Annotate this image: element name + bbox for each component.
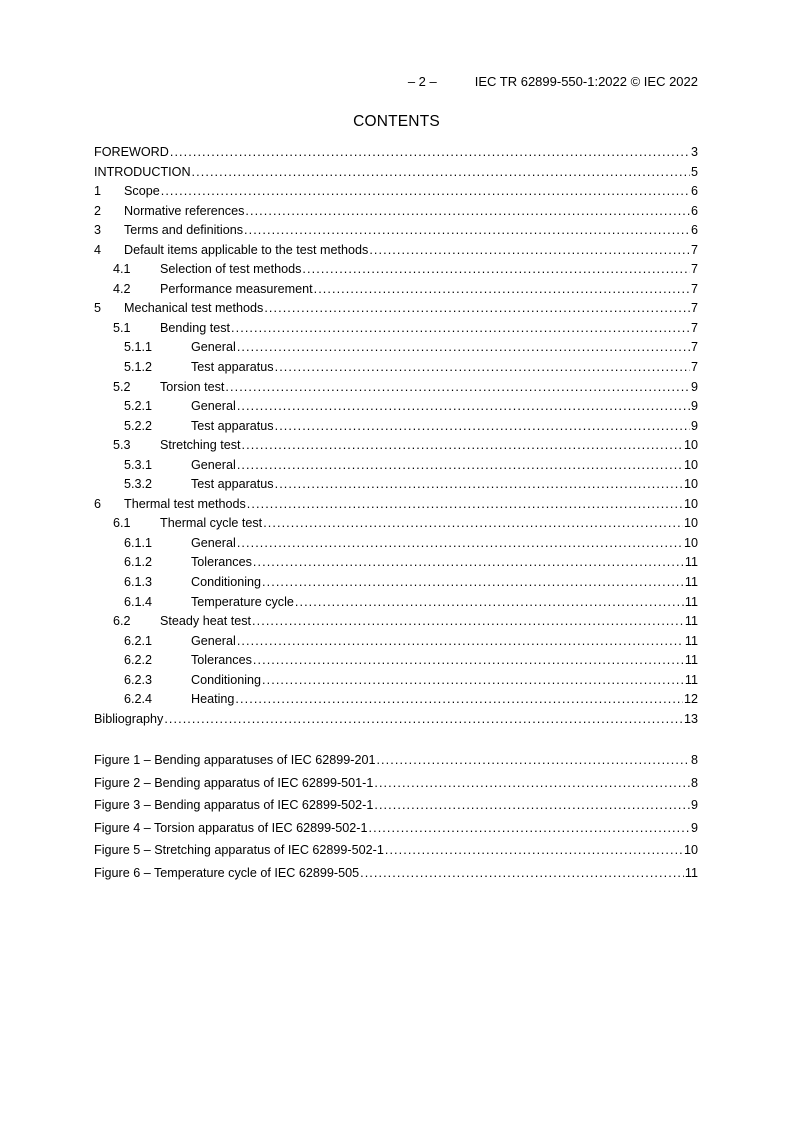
dot-leader <box>237 397 690 417</box>
toc-entry-line <box>94 772 698 795</box>
toc-entry-line <box>94 338 698 358</box>
dot-leader <box>374 794 690 817</box>
toc-entry-page: 10 <box>683 456 698 476</box>
toc-entry-label: General <box>191 397 237 417</box>
dot-leader <box>237 534 683 554</box>
dot-leader <box>275 417 690 437</box>
toc-entry-label: Mechanical test methods <box>124 299 264 319</box>
toc-entry[interactable] <box>94 495 698 515</box>
toc-entry-line <box>94 573 698 593</box>
toc-entry[interactable] <box>94 241 698 261</box>
toc-entry-line <box>94 221 698 241</box>
toc-entry[interactable] <box>94 534 698 554</box>
toc-entry-label: General <box>191 456 237 476</box>
toc-entry[interactable] <box>94 593 698 613</box>
dot-leader <box>374 772 690 795</box>
toc-entry-label: Conditioning <box>191 671 262 691</box>
dot-leader <box>161 182 690 202</box>
toc-entry-page: 7 <box>690 338 698 358</box>
toc-entry-line <box>94 749 698 772</box>
toc-entry-label: Test apparatus <box>191 475 275 495</box>
toc-entry-page: 7 <box>690 241 698 261</box>
toc-entry-label: Tolerances <box>191 553 253 573</box>
toc-entry-number: 5.3.2 <box>124 477 153 492</box>
toc-entry-page: 10 <box>683 514 698 534</box>
figure-list-item[interactable] <box>94 772 698 795</box>
toc-entry-line <box>94 862 698 885</box>
toc-entry[interactable] <box>94 514 698 534</box>
toc-entry-label: Torsion test <box>160 378 225 398</box>
dot-leader <box>252 612 684 632</box>
toc-entry-page: 6 <box>690 182 698 202</box>
toc-entry-label: Test apparatus <box>191 417 275 437</box>
toc-entry-number: 4 <box>94 242 102 257</box>
dot-leader <box>302 260 690 280</box>
toc-entry-label: Figure 2 – Bending apparatus of IEC 62899-501-1 <box>94 772 374 795</box>
toc-entry-label: INTRODUCTION <box>94 163 192 183</box>
dot-leader <box>314 280 690 300</box>
toc-entry[interactable] <box>94 710 698 730</box>
toc-entry-label: Tolerances <box>191 651 253 671</box>
toc-entry-page: 3 <box>690 143 698 163</box>
dot-leader <box>385 839 683 862</box>
toc-entry[interactable] <box>94 260 698 280</box>
toc-entry-number: 5.2 <box>113 379 131 394</box>
dot-leader <box>192 163 690 183</box>
toc-entry-number: 5.2.1 <box>124 399 153 414</box>
toc-entry[interactable] <box>94 280 698 300</box>
toc-entry-label: Stretching test <box>160 436 242 456</box>
toc-entry[interactable] <box>94 182 698 202</box>
toc-entry[interactable] <box>94 553 698 573</box>
toc-entry-label: Scope <box>124 182 161 202</box>
toc-entry-number: 5.3 <box>113 438 131 453</box>
toc-entry-label: Figure 1 – Bending apparatuses of IEC 62899-201 <box>94 749 376 772</box>
toc-entry-label: Normative references <box>124 202 245 222</box>
dot-leader <box>360 862 684 885</box>
toc-entry-line <box>94 163 698 183</box>
toc-entry-number: 6 <box>94 496 102 511</box>
table-of-contents <box>94 143 698 884</box>
dot-leader <box>237 338 690 358</box>
toc-entry-label: Bending test <box>160 319 231 339</box>
toc-entry-page: 5 <box>690 163 698 183</box>
toc-entry-page: 11 <box>684 593 698 613</box>
toc-entry-page: 10 <box>683 534 698 554</box>
toc-entry-label: General <box>191 632 237 652</box>
toc-entry-page: 7 <box>690 280 698 300</box>
figure-list-item[interactable] <box>94 794 698 817</box>
toc-entry-line <box>94 417 698 437</box>
toc-entry-page: 11 <box>684 862 698 885</box>
toc-entry-line <box>94 534 698 554</box>
dot-leader <box>170 143 690 163</box>
toc-entry-page: 7 <box>690 358 698 378</box>
toc-entry-page: 8 <box>690 749 698 772</box>
toc-entry[interactable] <box>94 163 698 183</box>
page-header <box>408 74 698 89</box>
toc-entry-line <box>94 143 698 163</box>
dot-leader <box>263 514 683 534</box>
toc-entry-page: 10 <box>683 495 698 515</box>
toc-entry-label: General <box>191 534 237 554</box>
toc-entry[interactable] <box>94 299 698 319</box>
dot-leader <box>369 241 690 261</box>
dot-leader <box>253 651 684 671</box>
figure-list-item[interactable] <box>94 862 698 885</box>
toc-entry[interactable] <box>94 475 698 495</box>
toc-entry-page: 9 <box>690 417 698 437</box>
toc-entry-page: 7 <box>690 299 698 319</box>
toc-entry[interactable] <box>94 397 698 417</box>
toc-entry-line <box>94 612 698 632</box>
toc-entry[interactable] <box>94 651 698 671</box>
dot-leader <box>264 299 690 319</box>
toc-entry-page: 9 <box>690 817 698 840</box>
dot-leader <box>164 710 683 730</box>
dot-leader <box>253 553 684 573</box>
toc-entry-number: 5.2.2 <box>124 418 153 433</box>
toc-entry-label: Performance measurement <box>160 280 314 300</box>
toc-entry-page: 6 <box>690 221 698 241</box>
toc-entry-label: Thermal test methods <box>124 495 247 515</box>
toc-entry-line <box>94 456 698 476</box>
figure-list-item[interactable] <box>94 817 698 840</box>
figure-list-item[interactable] <box>94 839 698 862</box>
toc-entry-page: 12 <box>683 690 698 710</box>
toc-entry-line <box>94 280 698 300</box>
toc-entry[interactable] <box>94 417 698 437</box>
toc-entry-number: 5.1 <box>113 320 131 335</box>
toc-entry-line <box>94 475 698 495</box>
toc-entry-line <box>94 690 698 710</box>
toc-entry-number: 5 <box>94 301 102 316</box>
toc-entry-line <box>94 319 698 339</box>
toc-entry-line <box>94 839 698 862</box>
toc-entry-number: 4.1 <box>113 262 131 277</box>
toc-entry[interactable] <box>94 612 698 632</box>
dot-leader <box>245 202 690 222</box>
toc-entry-label: Conditioning <box>191 573 262 593</box>
toc-entry[interactable] <box>94 671 698 691</box>
toc-entry[interactable] <box>94 456 698 476</box>
dot-leader <box>247 495 683 515</box>
toc-entry-line <box>94 358 698 378</box>
toc-entry-page: 11 <box>684 632 698 652</box>
toc-entry[interactable] <box>94 319 698 339</box>
toc-entry-page: 11 <box>684 553 698 573</box>
toc-entry-number: 6.2 <box>113 614 131 629</box>
toc-entry-number: 6.2.4 <box>124 692 153 707</box>
dot-leader <box>242 436 683 456</box>
toc-entry[interactable] <box>94 436 698 456</box>
toc-entry-number: 6.2.2 <box>124 653 153 668</box>
toc-entry-line <box>94 817 698 840</box>
toc-entry-label: Figure 3 – Bending apparatus of IEC 62899-502-1 <box>94 794 374 817</box>
toc-entry-page: 10 <box>683 839 698 862</box>
toc-entry-line <box>94 593 698 613</box>
toc-entry-page: 11 <box>684 651 698 671</box>
toc-entry-page: 11 <box>684 573 698 593</box>
dot-leader <box>369 817 690 840</box>
toc-entry-number: 6.1.1 <box>124 535 153 550</box>
toc-entry-page: 8 <box>690 772 698 795</box>
toc-entry-line <box>94 202 698 222</box>
toc-entry-page: 7 <box>690 319 698 339</box>
toc-entry-number: 1 <box>94 184 102 199</box>
toc-entry-line <box>94 514 698 534</box>
toc-entry[interactable] <box>94 573 698 593</box>
toc-entry-number: 5.3.1 <box>124 457 153 472</box>
toc-entry-number: 6.1.4 <box>124 594 153 609</box>
dot-leader <box>225 378 690 398</box>
toc-entry-line <box>94 553 698 573</box>
dot-leader <box>231 319 690 339</box>
dot-leader <box>295 593 684 613</box>
dot-leader <box>376 749 690 772</box>
toc-entry-page: 13 <box>683 710 698 730</box>
toc-entry-line <box>94 397 698 417</box>
toc-entry-line <box>94 378 698 398</box>
toc-entry[interactable] <box>94 358 698 378</box>
toc-entry-label: Thermal cycle test <box>160 514 263 534</box>
toc-entry-label: Figure 6 – Temperature cycle of IEC 62899-505 <box>94 862 360 885</box>
toc-entry-page: 6 <box>690 202 698 222</box>
toc-entry-label: Bibliography <box>94 710 164 730</box>
toc-entry-number: 5.1.1 <box>124 340 153 355</box>
toc-entry[interactable] <box>94 338 698 358</box>
toc-entry[interactable] <box>94 143 698 163</box>
toc-entry[interactable] <box>94 632 698 652</box>
dot-leader <box>275 475 683 495</box>
toc-entry-page: 10 <box>683 475 698 495</box>
toc-entry[interactable] <box>94 378 698 398</box>
toc-entry-label: Figure 5 – Stretching apparatus of IEC 62899-502-1 <box>94 839 385 862</box>
toc-entry-label: Default items applicable to the test methods <box>124 241 369 261</box>
toc-entry-number: 3 <box>94 223 102 238</box>
toc-entry-line <box>94 651 698 671</box>
toc-entry-page: 10 <box>683 436 698 456</box>
toc-entry-label: Test apparatus <box>191 358 275 378</box>
toc-entry-line <box>94 710 698 730</box>
toc-entry-number: 6.1.2 <box>124 555 153 570</box>
dot-leader <box>262 573 684 593</box>
toc-entry-number: 6.1 <box>113 516 131 531</box>
figure-list-item[interactable] <box>94 749 698 772</box>
toc-entry[interactable] <box>94 690 698 710</box>
toc-entry-page: 9 <box>690 378 698 398</box>
dot-leader <box>275 358 690 378</box>
dot-leader <box>244 221 690 241</box>
toc-entry-line <box>94 241 698 261</box>
toc-entry-label: Steady heat test <box>160 612 252 632</box>
toc-entry-line <box>94 299 698 319</box>
toc-entry-line <box>94 671 698 691</box>
toc-entry-page: 11 <box>684 671 698 691</box>
toc-entry-label: Heating <box>191 690 235 710</box>
toc-entry-number: 6.2.3 <box>124 672 153 687</box>
toc-entry[interactable] <box>94 202 698 222</box>
toc-entry-label: FOREWORD <box>94 143 170 163</box>
toc-entry-line <box>94 632 698 652</box>
toc-entry-line <box>94 436 698 456</box>
toc-entry-line <box>94 495 698 515</box>
toc-entry-number: 6.1.3 <box>124 575 153 590</box>
toc-entry-line <box>94 794 698 817</box>
toc-entry-number: 5.1.2 <box>124 360 153 375</box>
toc-entry-page: 9 <box>690 794 698 817</box>
toc-entry[interactable] <box>94 221 698 241</box>
dot-leader <box>235 690 683 710</box>
toc-entry-line <box>94 260 698 280</box>
toc-entry-line <box>94 182 698 202</box>
toc-entry-label: General <box>191 338 237 358</box>
toc-entry-number: 2 <box>94 203 102 218</box>
page-title: CONTENTS <box>353 113 440 130</box>
toc-entry-label: Selection of test methods <box>160 260 302 280</box>
dot-leader <box>237 632 684 652</box>
toc-entry-number: 4.2 <box>113 281 131 296</box>
toc-entry-label: Figure 4 – Torsion apparatus of IEC 62899-502-1 <box>94 817 369 840</box>
toc-entry-page: 7 <box>690 260 698 280</box>
toc-entry-label: Temperature cycle <box>191 593 295 613</box>
toc-entry-page: 9 <box>690 397 698 417</box>
toc-entry-page: 11 <box>684 612 698 632</box>
document-reference: IEC TR 62899-550-1:2022 © IEC 2022 <box>474 74 698 89</box>
dot-leader <box>237 456 683 476</box>
page-number: – 2 – <box>407 74 437 89</box>
toc-entry-label: Terms and definitions <box>124 221 244 241</box>
dot-leader <box>262 671 684 691</box>
toc-entry-number: 6.2.1 <box>124 633 153 648</box>
